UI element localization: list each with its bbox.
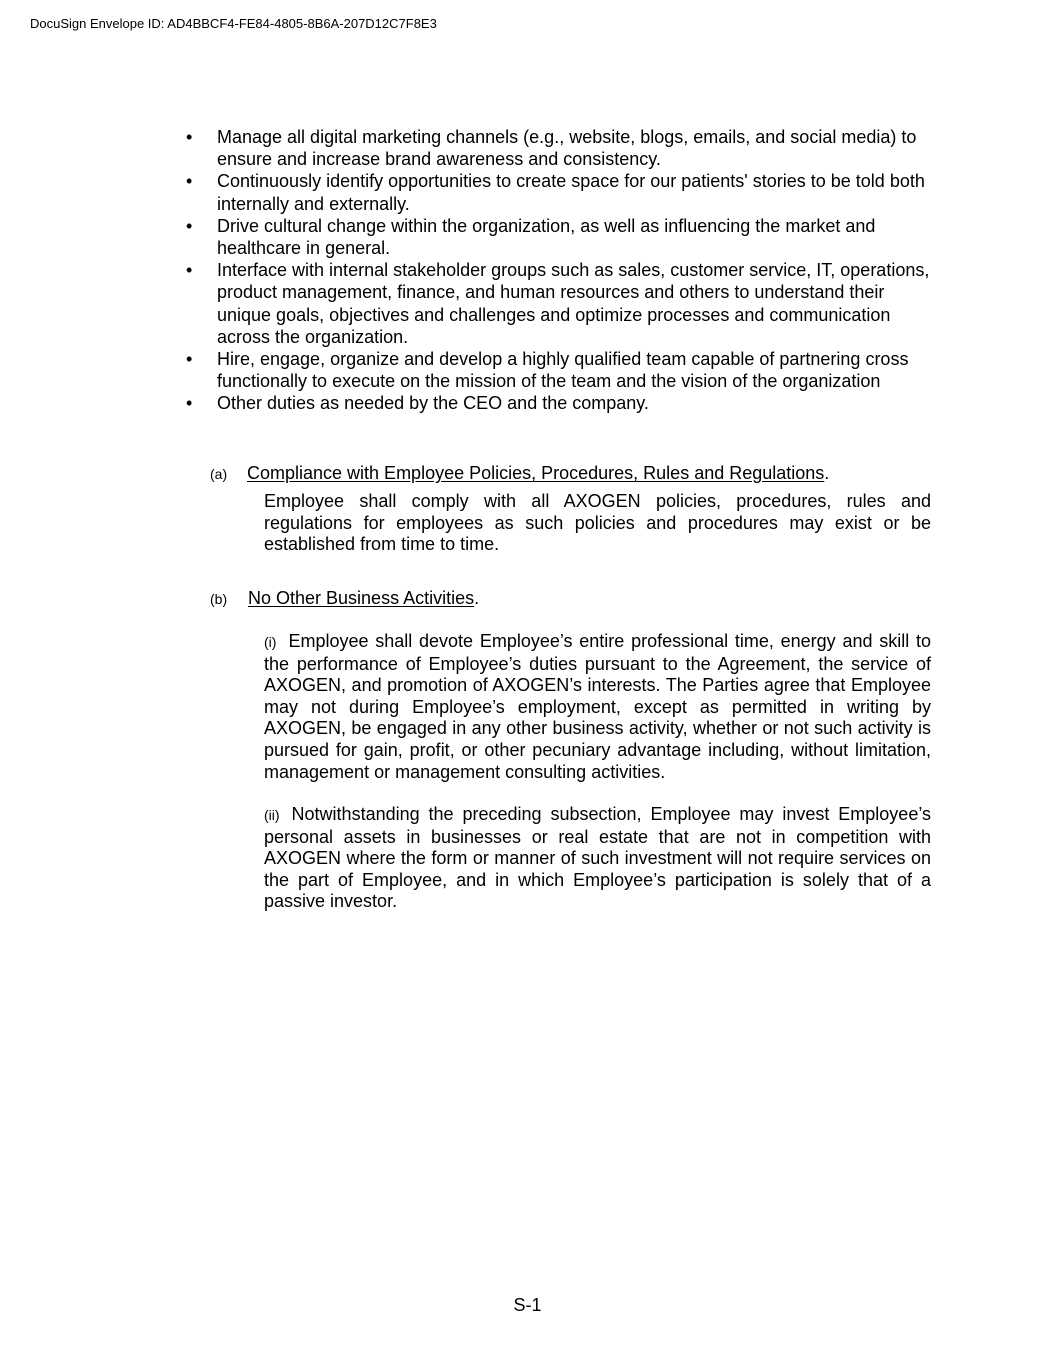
bullet-icon: • bbox=[186, 127, 193, 147]
bullet-icon: • bbox=[186, 215, 193, 236]
list-item bbox=[186, 259, 931, 348]
list-item-text: Other duties as needed by the CEO and the company. bbox=[217, 393, 649, 414]
list-item bbox=[186, 215, 931, 259]
section-b-sub-i bbox=[264, 631, 931, 783]
page-number: S-1 bbox=[513, 1295, 542, 1315]
section-b-heading bbox=[210, 587, 479, 610]
list-item bbox=[186, 170, 931, 214]
envelope-id: DocuSign Envelope ID: AD4BBCF4-FE84-4805-8B6A-207D12C7F8E3 bbox=[30, 16, 437, 31]
sub-i-marker: (i) bbox=[264, 634, 277, 650]
bullet-icon: • bbox=[186, 260, 193, 281]
section-a-body: Employee shall comply with all AXOGEN policies, procedures, rules and regulations for employees as such policies and procedures may exist or be established from time to time. bbox=[264, 491, 931, 555]
sub-ii-marker: (ii) bbox=[264, 807, 280, 823]
section-b-marker: (b) bbox=[210, 591, 228, 607]
sub-i-body: Employee shall devote Employee’s entire professional time, energy and skill to the performance of Employee’s duties pursuant to the Agreement, the service of AXOGEN, and promotion of AXOGEN’s interests. The Parties agree that Employee may not during Employee’s employment, except as permitted in writing by AXOGEN, be engaged in any other business activity, whether or not such activity is pursued for gain, profit, or other pecuniary advantage including, without limitation, management or management consulting activities. bbox=[264, 631, 931, 782]
list-item bbox=[186, 126, 931, 170]
list-item-text: Manage all digital marketing channels (e.g., website, blogs, emails, and social media) to ensure and increase brand awareness and consistency. bbox=[217, 127, 917, 170]
section-b-sub-ii bbox=[264, 804, 931, 913]
sub-ii-body: Notwithstanding the preceding subsection, Employee may invest Employee’s personal assets in businesses or real estate that are not in competition with AXOGEN where the form or manner of such investment will not require services on the part of Employee, and in which Employee’s participation is solely that of a passive investor. bbox=[264, 804, 931, 912]
bullet-icon: • bbox=[186, 171, 193, 192]
bullet-icon: • bbox=[186, 393, 193, 414]
list-item-text: Interface with internal stakeholder groups such as sales, customer service, IT, operations, product management, finance, and human resources and others to understand their unique goals, objectives and challenges and optimize processes and communication across the organization. bbox=[217, 260, 930, 347]
section-a-title-end: . bbox=[824, 463, 830, 483]
section-b-title: No Other Business Activities bbox=[248, 588, 475, 608]
duties-list bbox=[186, 126, 931, 415]
section-a-heading bbox=[210, 462, 829, 485]
list-item bbox=[186, 348, 931, 392]
section-b-title-end: . bbox=[474, 588, 480, 608]
bullet-icon: • bbox=[186, 349, 193, 370]
list-item-text: Hire, engage, organize and develop a highly qualified team capable of partnering cross functionally to execute on the mission of the team and the vision of the organization bbox=[217, 349, 909, 392]
list-item-text: Drive cultural change within the organization, as well as influencing the market and healthcare in general. bbox=[217, 215, 876, 259]
section-a-marker: (a) bbox=[210, 466, 228, 482]
list-item bbox=[186, 392, 931, 414]
section-a-title: Compliance with Employee Policies, Procedures, Rules and Regulations bbox=[247, 463, 825, 483]
list-item-text: Continuously identify opportunities to create space for our patients' stories to be told both internally and externally. bbox=[217, 171, 925, 214]
